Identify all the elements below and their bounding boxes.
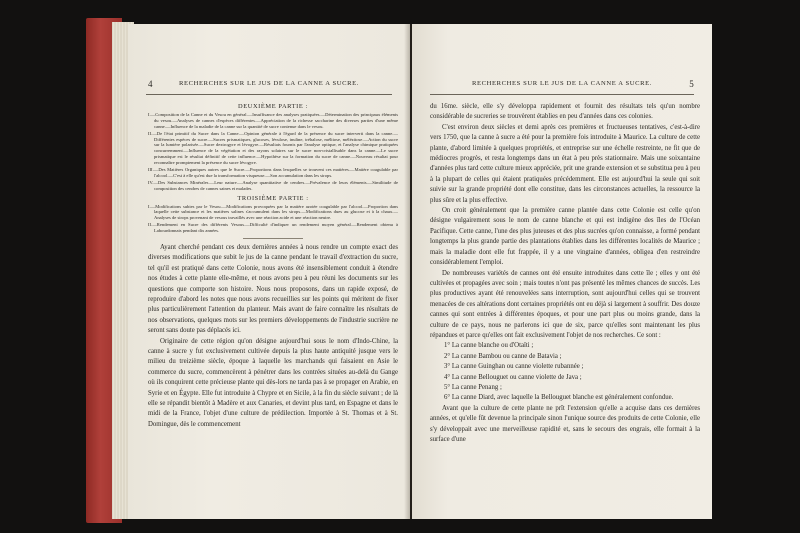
part3-title: TROISIÈME PARTIE : bbox=[237, 194, 309, 202]
part3-item: II.—Rendement en Sucre des différents Vesous.—Difficulté d'indiquer un rendement moyen général.—Rendement obtenu à Labourdonnais pendant dix années. bbox=[148, 222, 398, 234]
part2-title: DEUXIÈME PARTIE : bbox=[238, 103, 308, 110]
right-running-head: RECHERCHES SUR LE JUS DE LA CANNE A SUCRE. bbox=[472, 80, 652, 87]
left-page-number: 4 bbox=[148, 79, 153, 89]
body-paragraph: On croit généralement que la première canne plantée dans cette Colonie est celle qu'on désigne vulgairement sous le nom de canne blanche et qui est indigène des îles de l'Océan Pacifique. Cette canne, l'une des plus juteuses et des plus sucrées qu'on connaisse, a formé pendant longtemps la plus grande partie des plantations établies dans les différentes localités de Maurice ; mais la maladie dont elle fut frappée, il y a une vingtaine d'années, obligea d'en restreindre considérablement l'emploi. bbox=[430, 207, 700, 267]
part2-item: IV.—Des Substances Minérales.—Leur nature.—Analyse quantitative de cendres.—Prévalence de leurs éléments.—Similitude de composition des cendres de cannes saines et malades. bbox=[148, 179, 398, 191]
right-content bbox=[430, 102, 700, 445]
left-body-text bbox=[148, 243, 398, 430]
right-page bbox=[412, 24, 712, 519]
body-paragraph: du 16me. siècle, elle s'y développa rapidement et fournit des résultats tels qu'un nombre considérable de sucreries se trouvèrent établies en peu d'années dans ces colonies. bbox=[430, 103, 700, 121]
list-item: 1° La canne blanche ou d'Otaïti ; bbox=[444, 342, 534, 350]
body-paragraph: Avant que la culture de cette plante ne prît l'extension qu'elle a acquise dans ces dernières années, et qu'elle fût devenue la principale sinon l'unique source des produits de cette Colonie, elle s'y développait avec une merveilleuse rapidité et, sans le secours des engrais, elle formait à la surface d'une bbox=[430, 404, 700, 443]
left-running-head: RECHERCHES SUR LE JUS DE LA CANNE A SUCRE. bbox=[179, 80, 359, 87]
part3-contents bbox=[148, 204, 398, 234]
body-paragraph: De nombreuses variétés de cannes ont été ensuite introduites dans cette île ; elles y ont été cultivées et propagées avec soin ; mais toutes n'ont pas présenté les mêmes chances de succès. Les plus productives ayant été renouvelées sans interruption, sont aujourd'hui celles qui se trouvent menacées de ces altérations dont certaines propriétés ont eu déjà si largement à souffrir. Des douze cannes qui sont entrées à différentes époques, et pour une part plus ou moins grande, dans la culture de ce pays, nous ne parlerons ici que de six, parce qu'elles sont maintenant les plus répandues et parce qu'elles ont fait exclusivement l'objet de nos recherches. Ce sont : bbox=[430, 269, 700, 339]
list-item: 6° La canne Diard, avec laquelle la Bellouguet blanche est généralement confondue. bbox=[444, 394, 674, 402]
part3-item: I.—Modifications subies par le Vesou.—Modifications provoquées par la matière azotée coagulable par l'alcool.—Proportion dans laquelle cette substance et les matières salines s'accumulent dans les sirops.—Modifications dues au glucose et à la chaux.—Analyses de sirops provenant de vesous travaillés avec une réaction acide et une réaction neutre. bbox=[148, 203, 398, 221]
left-page bbox=[128, 24, 410, 519]
cane-varieties-list bbox=[430, 341, 700, 403]
part2-item: I.—Composition de la Canne et du Vesou en général.—Insuffisance des analyses pratiquées.—Détermination des principaux éléments du vesou.—Analyses de cannes d'espèces différentes.—Appréciation de la richesse saccharine des diverses parties d'une même canne.—Influence de la maladie de la canne sur la quantité de sucre contenue dans le vesou. bbox=[148, 112, 398, 129]
part2-item: III.—Des Matières Organiques autres que le Sucre.—Proportions dans lesquelles se trouvent ces matières.—Matière coagulable par l'alcool.—C'est à elle qu'est due la transformation visqueuse.—Son accumulation dans les sirops. bbox=[148, 166, 398, 178]
list-item: 2° La canne Bambou ou canne de Batavia ; bbox=[444, 352, 562, 360]
left-content bbox=[148, 100, 398, 430]
left-header-rule bbox=[146, 94, 392, 95]
body-paragraph: Originaire de cette région qu'on désigne aujourd'hui sous le nom d'Indo-Chine, la canne à sucre y fut exclusivement cultivée depuis la plus haute antiquité jusque vers le milieu du treizième siècle, époque à laquelle les marchands qui faisaient en Asie le commerce du sucre, commencèrent à pénétrer dans les contrées situées au-delà du Gange où ils conquirent cette précieuse plante qui dès-lors ne tarda pas à se propager en Arabie, en Syrie et en Égypte. Elle fut introduite à Chypre et en Sicile, à la fin du siècle suivant ; de là elle se répandit bientôt à Madère et aux Canaries, et devint plus tard, en Espagne et dans le midi de la France, l'objet d'une culture de prédilection. Importée à St. Thomas et à St. Domingue, dès le commencement bbox=[148, 337, 398, 428]
part2-item: II.—De l'état primitif du Sucre dans la Canne.—Opinion générale à l'égard de la présence du sucre interverti dans la canne.—Différentes espèces de sucre.—Sucres prismatiques, glucoses, lévulose, inuline, tréhalose, mélitose, mélézitose.—Action du sucre sur la lumière polarisée.—Sucre dextrogyre et lévogyre.—Résultats fournis par l'analyse optique, et l'analyse chimique pratiquées concurremment.—Influence de la végétation et des rayons solaires sur le sucre non-cristallisable dans la canne.—Le sucre prismatique est le résultat définitif de cette influence.—Hypothèse sur la formation du sucre de canne.—Nouveau résultat pour reconnaître promptement la présence du sucre lévogyre. bbox=[148, 130, 398, 165]
section-divider bbox=[243, 238, 303, 239]
right-header-rule bbox=[430, 94, 694, 95]
left-running-header bbox=[146, 80, 392, 92]
list-item: 3° La canne Guinghan ou canne violette rubannée ; bbox=[444, 363, 584, 371]
right-running-header bbox=[430, 80, 694, 92]
body-paragraph: C'est environ deux siècles et demi après ces premières et fructueuses tentatives, c'est-à-dire vers 1750, que la canne à sucre a été pour la première fois introduite à Maurice. La culture de cette plante, d'abord limitée à quelques propriétés, et entreprise sur une échelle restreinte, ne fit que de médiocres progrès, et resta longtemps dans un état à peu près stationnaire. Mais une soixantaine d'années plus tard cette culture mieux appréciée, prit une grande extension et se substitua peu à peu à la plupart de celles qui étaient pratiquées précédemment. Elle est aujourd'hui la seule qui soit suivie sur la grande propriété dont elle constitue, dans les circonstances actuelles, la ressource la plus sûre et la plus effective. bbox=[430, 123, 700, 204]
right-page-number: 5 bbox=[689, 79, 694, 89]
part2-contents bbox=[148, 112, 398, 192]
list-item: 5° La canne Penang ; bbox=[444, 383, 502, 391]
list-item: 4° La canne Bellouguet ou canne violette de Java ; bbox=[444, 373, 582, 381]
body-paragraph: Ayant cherché pendant ces deux dernières années à nous rendre un compte exact des diverses modifications que subit le jus de la canne pendant le travail d'extraction du sucre, tel qu'il est pratiqué dans cette Colonie, nous avons été insensiblement conduit à étendre nos études à cette plante elle-même, et nous avons peu à peu réuni les documents sur les questions que comporte son histoire. Nous nous proposons, dans un rapide exposé, de reproduire d'abord les notes que nous avons recueillies sur les points qui méritent de fixer plus particulièrement l'attention du planteur. Mais avant de faire connaître les résultats de nos observations, quelques mots sur les premiers développements de l'industrie sucrière ne seront sans doute pas déplacés ici. bbox=[148, 243, 398, 335]
